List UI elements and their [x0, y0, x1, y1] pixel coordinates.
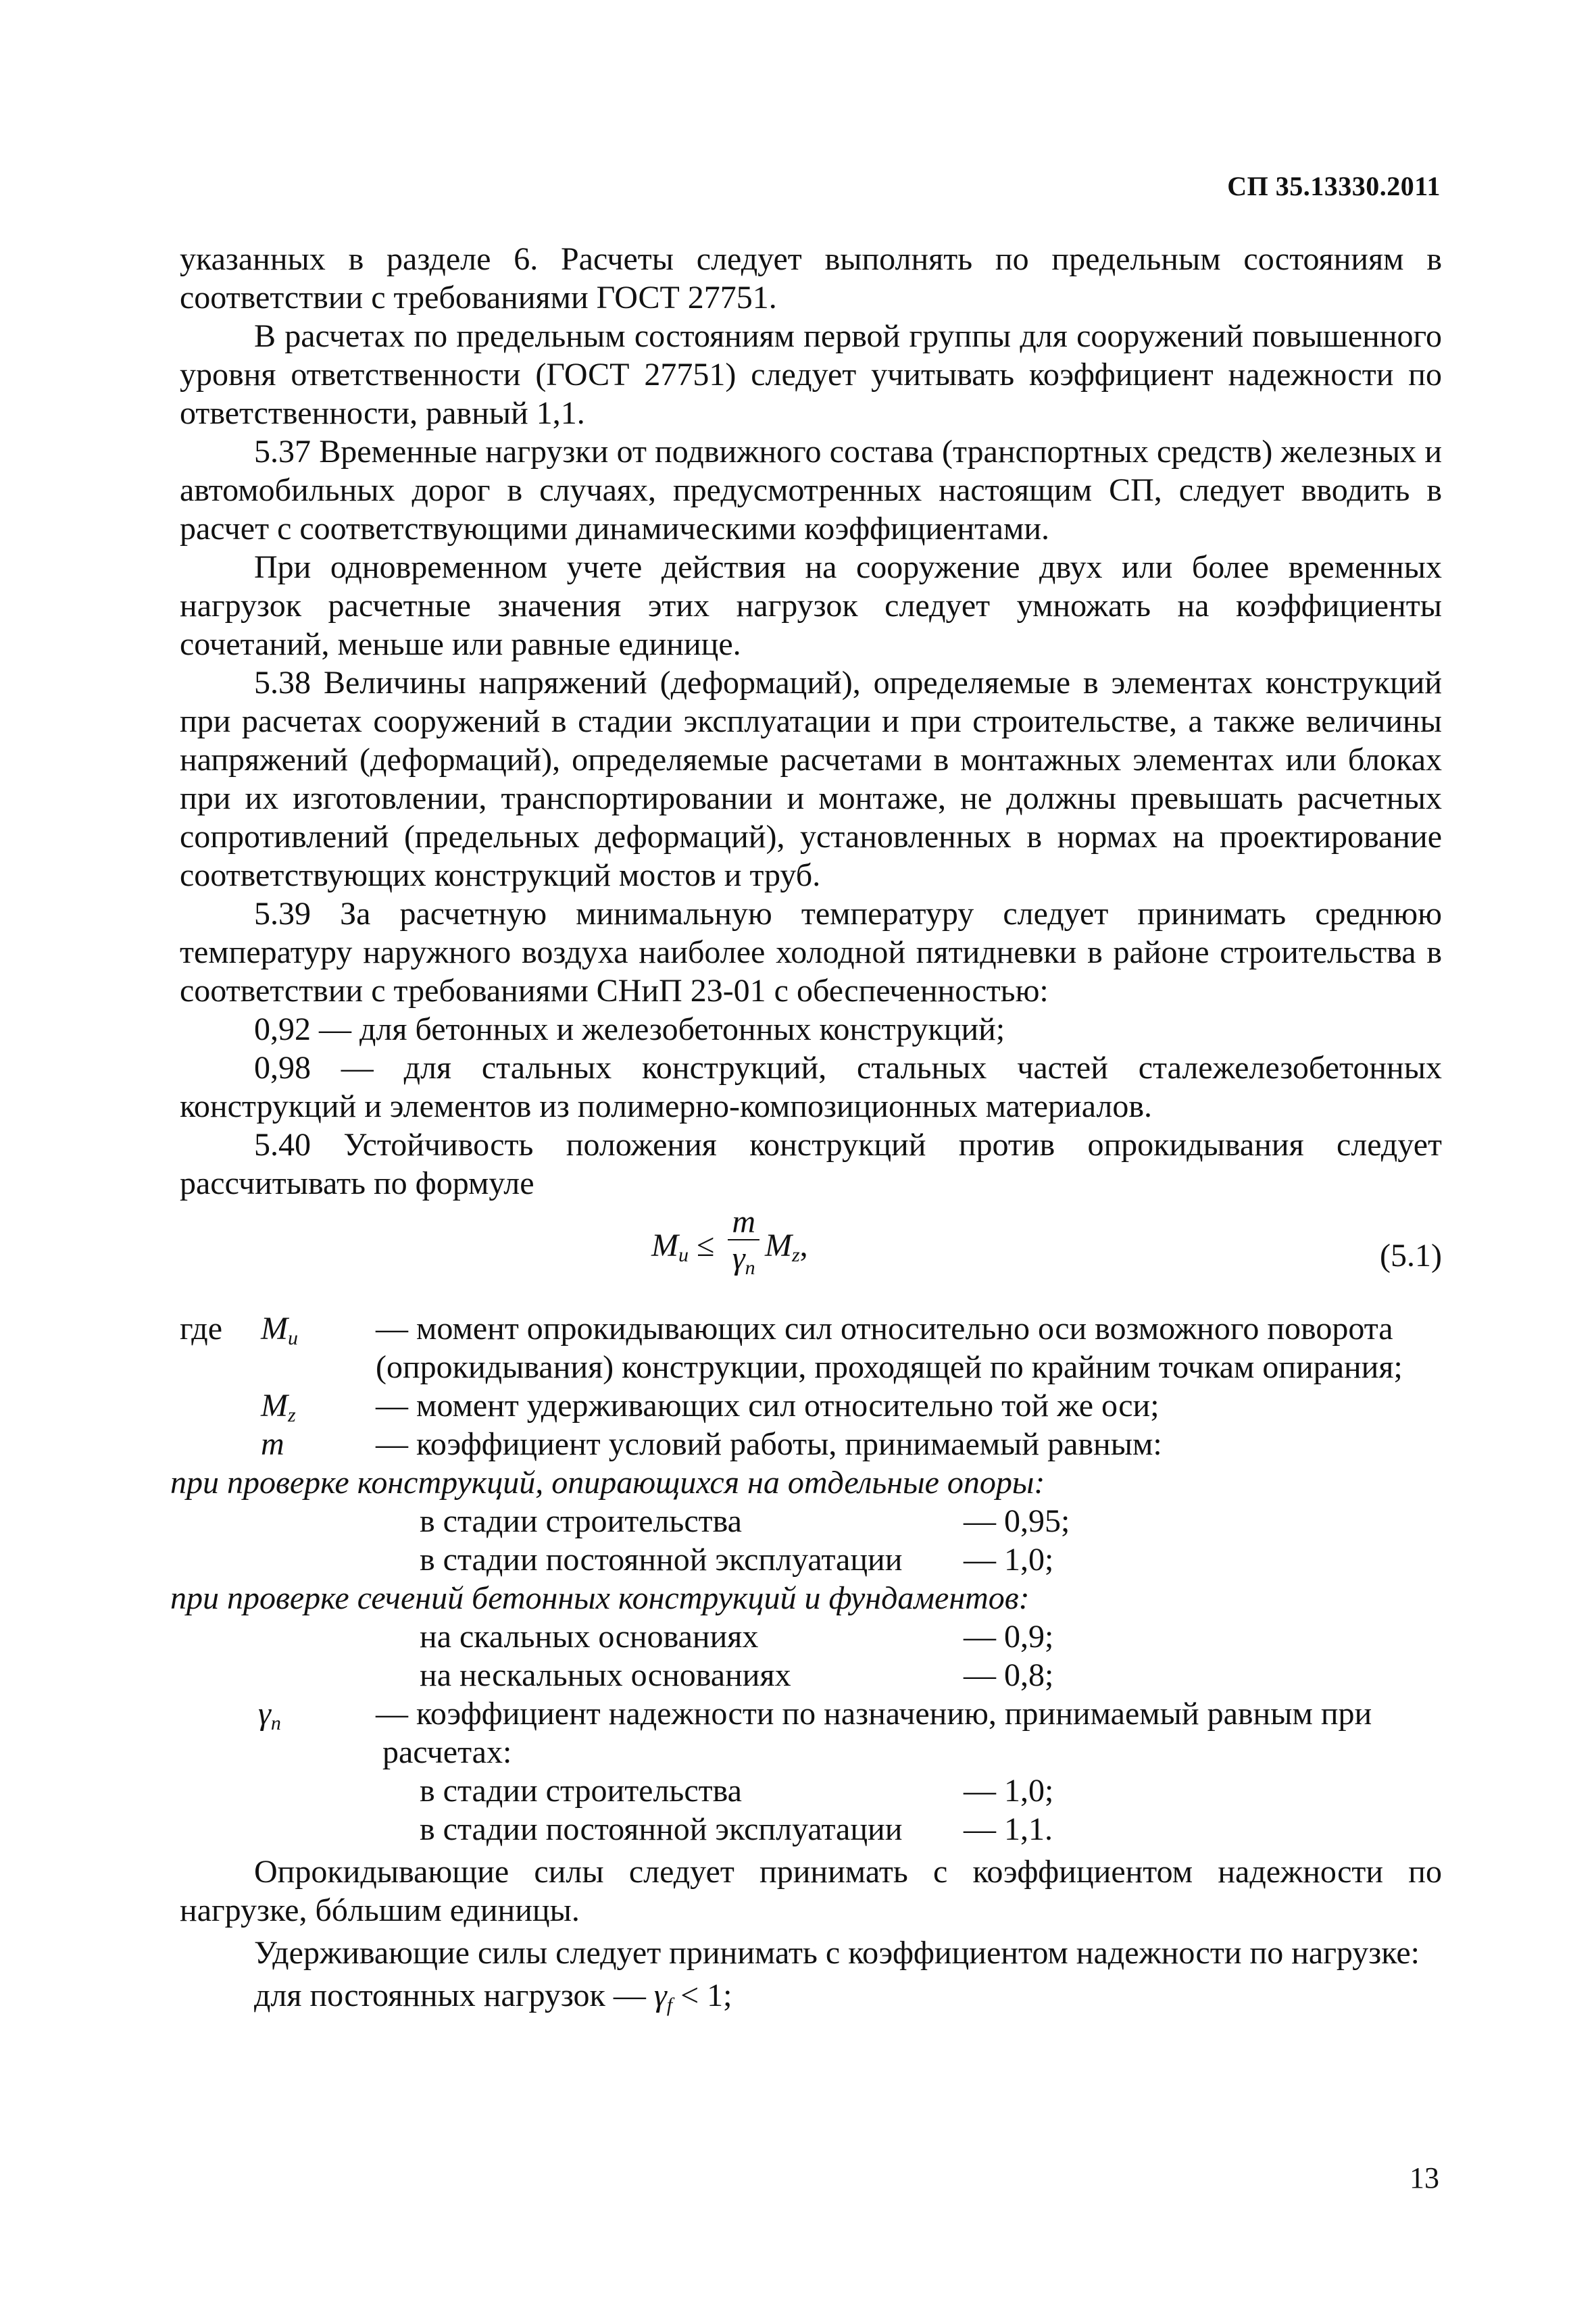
value-row: на нескальных основаниях — 0,8; [420, 1657, 1054, 1693]
formula-expression: $M_u$ ≤ $\frac{m}{\gamma_n}$ $M_z$, [651, 1208, 808, 1289]
list-item: 0,98 — для стальных конструкций, стальных частей сталежелезобетонных конструкций и элементов из полимерно-композиционных материалов. [180, 1050, 1442, 1124]
group-title: при проверке сечений бетонных конструкций и фундаментов: [170, 1580, 1030, 1616]
paragraph: В расчетах по предельным состояниям первой группы для сооружений повышенного уровня ответственности (ГОСТ 27751) следует учитывать коэффициент надежности по ответственности, равный 1,1. [180, 318, 1442, 431]
definition-continuation: расчетах: [382, 1734, 512, 1770]
definition-mu: где $M_u$ — момент опрокидывающих сил относительно оси возможного поворота [180, 1311, 1393, 1349]
document-code-header: СП 35.13330.2011 [1227, 171, 1441, 201]
document-body [170, 240, 1442, 2024]
formula-5-1 [180, 1204, 1442, 1309]
value-row: в стадии строительства — 0,95; [420, 1503, 1070, 1539]
definition-mz: $M_z$ — момент удерживающих сил относительно той же оси; [261, 1388, 1159, 1426]
paragraph-5-37: 5.37 Временные нагрузки от подвижного состава (транспортных средств) железных и автомобильных дорог в случаях, предусмотренных настоящим СП, следует вводить в расчет с соответствующими динамическими коэффициентами. [180, 434, 1442, 547]
value-row: в стадии постоянной эксплуатации — 1,0; [420, 1542, 1054, 1578]
paragraph: указанных в разделе 6. Расчеты следует выполнять по предельным состояниям в соответствии с требованиями ГОСТ 27751. [180, 241, 1442, 316]
paragraph-5-39: 5.39 За расчетную минимальную температуру следует принимать среднюю температуру наружного воздуха наиболее холодной пятидневки в районе строительства в соответствии с требованиями СНиП 23-01 с обеспеченностью: [180, 896, 1442, 1009]
formula-number: (5.1) [1380, 1238, 1442, 1274]
paragraph-5-38: 5.38 Величины напряжений (деформаций), определяемые в элементах конструкций при расчетах сооружений в стадии эксплуатации и при строительстве, а также величины напряжений (деформаций), определяемые расчетами в монтажных элементах или блоках при их изготовлении, транспортировании и монтаже, не должны превышать расчетных сопротивлений (предельных деформаций), установленных в нормах на проектирование соответствующих конструкций мостов и труб. [180, 665, 1442, 893]
paragraph-5-40: 5.40 Устойчивость положения конструкций против опрокидывания следует рассчитывать по формуле [180, 1127, 1442, 1201]
value-row: на скальных основаниях — 0,9; [420, 1619, 1054, 1655]
list-item: 0,92 — для бетонных и железобетонных конструкций; [254, 1011, 1005, 1047]
paragraph: Опрокидывающие силы следует принимать с коэффициентом надежности по нагрузке, бóльшим единицы. [180, 1854, 1442, 1928]
group-title: при проверке конструкций, опирающихся на отдельные опоры: [170, 1465, 1045, 1501]
value-row: в стадии строительства — 1,0; [420, 1773, 1054, 1809]
page-number: 13 [1410, 2161, 1439, 2194]
definition-continuation: (опрокидывания) конструкции, проходящей по крайним точкам опирания; [376, 1349, 1403, 1385]
paragraph-load-condition: для постоянных нагрузок — $\gamma_f < 1$; [254, 1978, 732, 2016]
paragraph: Удерживающие силы следует принимать с коэффициентом надежности по нагрузке: [254, 1935, 1420, 1971]
paragraph: При одновременном учете действия на сооружение двух или более временных нагрузок расчетные значения этих нагрузок следует умножать на коэффициенты сочетаний, меньше или равные единице. [180, 549, 1442, 662]
definition-gamma-n: $\gamma_n$ — коэффициент надежности по назначению, принимаемый равным при [258, 1696, 1372, 1734]
formula-fraction: $\frac{m}{\gamma_n}$ [728, 1205, 759, 1286]
definition-m: m — коэффициент условий работы, принимаемый равным: [261, 1426, 1162, 1462]
value-row: в стадии постоянной эксплуатации — 1,1. [420, 1811, 1053, 1847]
